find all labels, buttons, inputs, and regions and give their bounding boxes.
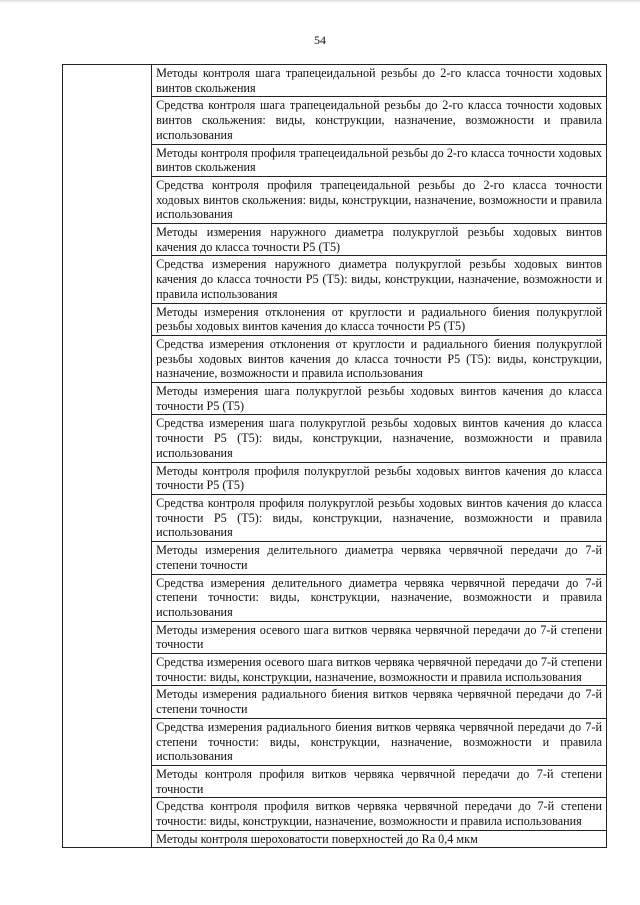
knowledge-item-cell: Средства контроля профиля трапецеидальной резьбы до 2-го класса точности ходовых винтов скольжения: виды, конструкции, назначение, возможности и правила использования [152,176,607,223]
page-number: 54 [314,33,326,47]
knowledge-item-cell: Методы измерения наружного диаметра полукруглой резьбы ходовых винтов качения до класса точности Р5 (Т5) [152,224,607,256]
knowledge-item-cell: Средства измерения наружного диаметра полукруглой резьбы ходовых винтов качения до класса точности Р5 (Т5): виды, конструкции, назначение, возможности и правила использования [152,256,607,303]
table-row [63,65,607,97]
scan-edge [0,0,640,3]
knowledge-item-cell: Средства контроля профиля витков червяка червячной передачи до 7-й степени точности: виды, конструкции, назначение, возможности и правила использования [152,798,607,830]
knowledge-item-cell: Средства измерения шага полукруглой резьбы ходовых винтов качения до класса точности Р5 (Т5): виды, конструкции, назначение, возможности и правила использования [152,415,607,462]
knowledge-item-cell: Средства измерения делительного диаметра червяка червячной передачи до 7-й степени точности: виды, конструкции, назначение, возможности и правила использования [152,574,607,621]
knowledge-item-cell: Методы контроля шероховатости поверхностей до Ra 0,4 мкм [152,830,607,848]
knowledge-item-cell: Методы измерения радиального биения витков червяка червячной передачи до 7-й степени точности [152,686,607,718]
knowledge-item-cell: Средства измерения отклонения от круглости и радиального биения полукруглой резьбы ходовых винтов качения до класса точности Р5 (Т5): виды, конструкции, назначение, возможности и правила использования [152,335,607,382]
knowledge-item-cell: Методы измерения делительного диаметра червяка червячной передачи до 7-й степени точности [152,542,607,574]
knowledge-item-cell: Средства контроля шага трапецеидальной резьбы до 2-го класса точности ходовых винтов скольжения: виды, конструкции, назначение, возможности и правила использования [152,97,607,144]
knowledge-item-cell: Средства измерения осевого шага витков червяка червячной передачи до 7-й степени точности: виды, конструкции, назначение, возможности и правила использования [152,654,607,686]
knowledge-item-cell: Методы контроля профиля трапецеидальной резьбы до 2-го класса точности ходовых винтов скольжения [152,144,607,176]
knowledge-item-cell: Методы контроля профиля витков червяка червячной передачи до 7-й степени точности [152,765,607,797]
knowledge-item-cell: Методы контроля шага трапецеидальной резьбы до 2-го класса точности ходовых винтов скольжения [152,65,607,97]
knowledge-item-cell: Методы контроля профиля полукруглой резьбы ходовых винтов качения до класса точности Р5 (Т5) [152,462,607,494]
knowledge-item-cell: Методы измерения отклонения от круглости и радиального биения полукруглой резьбы ходовых винтов качения до класса точности Р5 (Т5) [152,303,607,335]
requirements-table [62,64,607,848]
table-body [63,65,607,848]
knowledge-item-cell: Методы измерения шага полукруглой резьбы ходовых винтов качения до класса точности Р5 (Т5) [152,383,607,415]
empty-left-cell [63,65,152,848]
knowledge-item-cell: Методы измерения осевого шага витков червяка червячной передачи до 7-й степени точности [152,621,607,653]
knowledge-item-cell: Средства контроля профиля полукруглой резьбы ходовых винтов качения до класса точности Р5 (Т5): виды, конструкции, назначение, возможности и правила использования [152,494,607,541]
knowledge-item-cell: Средства измерения радиального биения витков червяка червячной передачи до 7-й степени точности: виды, конструкции, назначение, возможности и правила использования [152,718,607,765]
